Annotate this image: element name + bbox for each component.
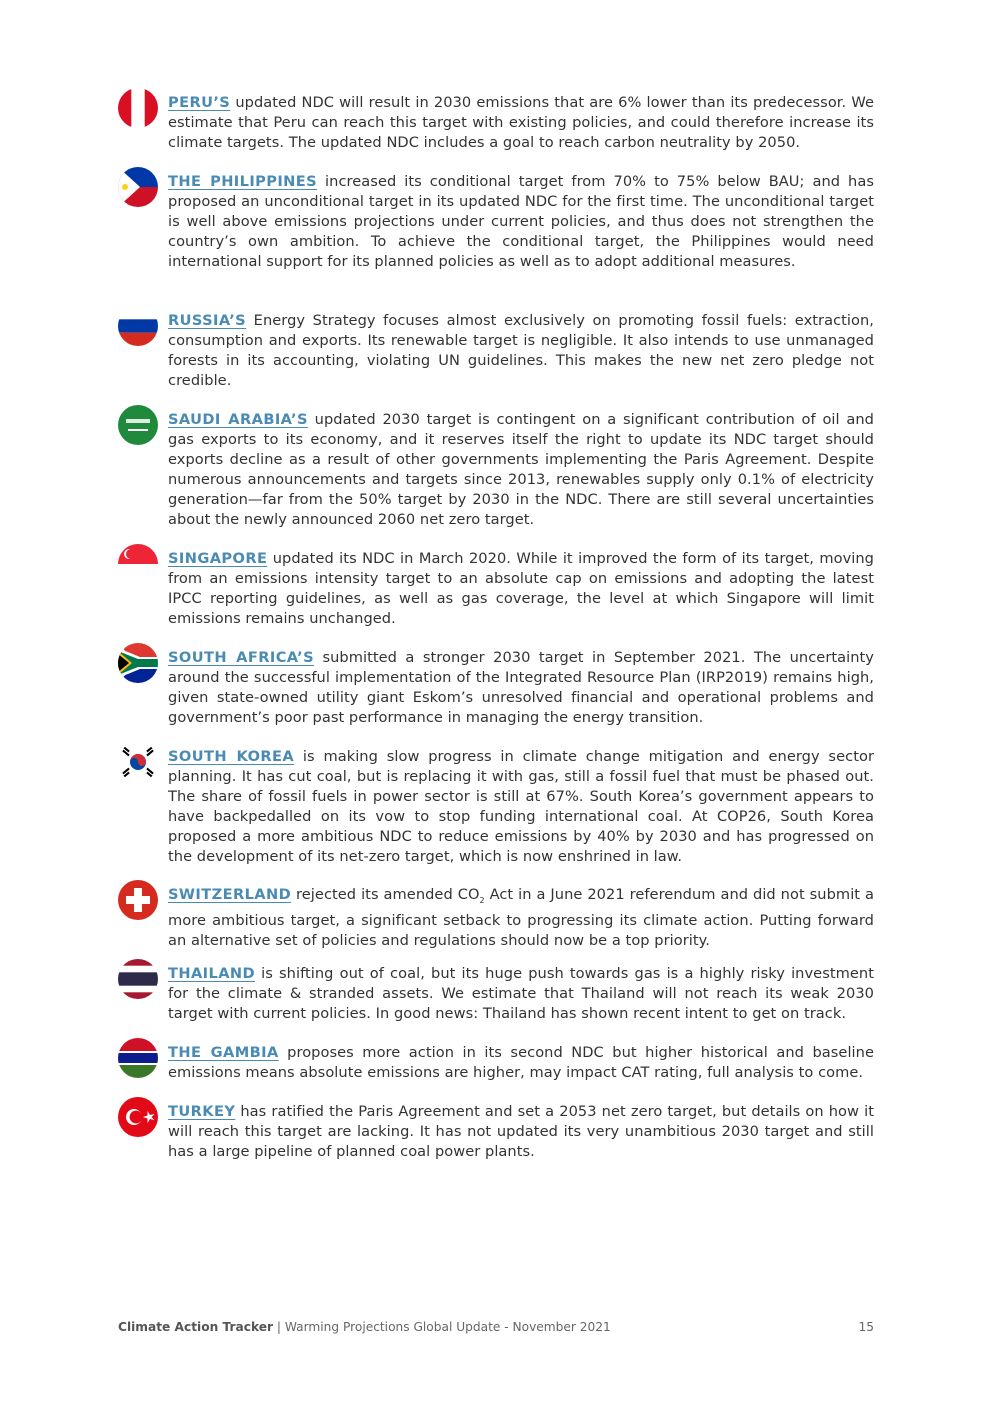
country-link-switzerland[interactable]: SWITZERLAND xyxy=(168,886,292,903)
entry-text: SOUTH KOREA is making slow progress in climate change mitigation and energy sector planning. It has cut coal, but is replacing it with gas, still a fossil fuel that must be phased out. The share of fossil fuels in power sector is still at 67%. South Korea’s government appears to have backpedalled on its vow to stop funding international coal. At COP26, South Korea proposed a more ambitious NDC to reduce emissions by 40% by 2030 and has progressed on the development of its net-zero target, which is now enshrined in law. xyxy=(168,748,874,865)
saudi-arabia-flag-icon xyxy=(118,405,158,445)
country-link-turkey[interactable]: TURKEY xyxy=(168,1103,236,1120)
entry-turkey xyxy=(118,1102,874,1162)
entry-thailand xyxy=(118,964,874,1024)
entry-south-korea xyxy=(118,747,874,867)
country-link-peru[interactable]: PERU’S xyxy=(168,94,231,111)
entry-text: THAILAND is shifting out of coal, but its huge push towards gas is a highly risky investment for the climate & stranded assets. We estimate that Thailand will not reach its weak 2030 target with current policies. In good news: Thailand has shown recent intent to get on track. xyxy=(168,965,874,1022)
gambia-flag-icon xyxy=(118,1038,158,1078)
footer-separator: | xyxy=(273,1320,285,1334)
entry-text: THE GAMBIA proposes more action in its second NDC but higher historical and baseline emissions means absolute emissions are higher, may impact CAT rating, full analysis to come. xyxy=(168,1044,874,1081)
entry-the-gambia xyxy=(118,1043,874,1083)
entry-russia xyxy=(118,311,874,391)
singapore-flag-icon xyxy=(118,544,158,584)
country-link-singapore[interactable]: SINGAPORE xyxy=(168,550,268,567)
south-africa-flag-icon xyxy=(118,643,158,683)
turkey-flag-icon xyxy=(118,1097,158,1137)
page-number: 15 xyxy=(858,1320,874,1334)
entry-text: SAUDI ARABIA’S updated 2030 target is contingent on a significant contribution of oil and gas exports to its economy, and it reserves itself the right to update its NDC target should exports decline as a result of other governments implementing the Paris Agreement. Despite numerous announcements and targets since 2013, renewables supply only 0.1% of electricity generation—far from the 50% target by 2030 in the NDC. There are still several uncertainties about the newly announced 2060 net zero target. xyxy=(168,411,874,528)
footer-subtitle: Warming Projections Global Update - November 2021 xyxy=(284,1320,611,1334)
entry-text: THE PHILIPPINES increased its conditional target from 70% to 75% below BAU; and has proposed an unconditional target in its updated NDC for the first time. The unconditional target is well above emissions projections under current policies, and thus does not strengthen the country’s own ambition. To achieve the conditional target, the Philippines would need international support for its planned policies as well as to adopt additional measures. xyxy=(168,173,874,270)
country-link-thailand[interactable]: THAILAND xyxy=(168,965,256,982)
russia-flag-icon xyxy=(118,306,158,346)
entry-saudi-arabia xyxy=(118,410,874,530)
south-korea-flag-icon xyxy=(118,742,158,782)
entry-text: SWITZERLAND rejected its amended $CO_2$ Act in a June 2021 referendum and did not submit a more ambitious target, a significant setback to progressing its climate action. Putting forward an alternative set of policies and regulations should now be a top priority. xyxy=(168,886,874,949)
philippines-flag-icon xyxy=(118,167,158,207)
thailand-flag-icon xyxy=(118,959,158,999)
entry-singapore xyxy=(118,549,874,629)
entry-text: SINGAPORE updated its NDC in March 2020. While it improved the form of its target, moving from an emissions intensity target to an absolute cap on emissions and adopting the latest IPCC reporting guidelines, as well as gas coverage, the level at which Singapore will limit emissions remains unchanged. xyxy=(168,550,874,627)
entry-text: SOUTH AFRICA’S submitted a stronger 2030 target in September 2021. The uncertainty around the successful implementation of the Integrated Resource Plan (IRP2019) remains high, given state-owned utility giant Eskom’s unresolved financial and operational problems and government’s poor past performance in managing the energy transition. xyxy=(168,649,874,726)
footer-brand: Climate Action Tracker xyxy=(118,1320,273,1334)
entry-text: TURKEY has ratified the Paris Agreement and set a 2053 net zero target, but details on how it will reach this target are lacking. It has not updated its very unambitious 2030 target and still has a large pipeline of planned coal power plants. xyxy=(168,1103,874,1160)
entry-philippines xyxy=(118,172,874,272)
country-link-the-gambia[interactable]: THE GAMBIA xyxy=(168,1044,279,1061)
entry-switzerland xyxy=(118,885,874,951)
entry-south-africa xyxy=(118,648,874,728)
country-link-south-korea[interactable]: SOUTH KOREA xyxy=(168,748,295,765)
switzerland-flag-icon xyxy=(118,880,158,920)
entry-text: PERU’S updated NDC will result in 2030 emissions that are 6% lower than its predecessor. We estimate that Peru can reach this target with existing policies, and could therefore increase its climate targets. The updated NDC includes a goal to reach carbon neutrality by 2050. xyxy=(168,94,874,151)
country-link-south-africa[interactable]: SOUTH AFRICA’S xyxy=(168,649,315,666)
entry-peru xyxy=(118,93,874,153)
entry-text: RUSSIA’S Energy Strategy focuses almost exclusively on promoting fossil fuels: extraction, consumption and exports. Its renewable target is negligible. It also intends to use unmanaged forests in its accounting, violating UN guidelines. This makes the new net zero pledge not credible. xyxy=(168,312,874,389)
country-link-philippines[interactable]: THE PHILIPPINES xyxy=(168,173,318,190)
country-link-saudi-arabia[interactable]: SAUDI ARABIA’S xyxy=(168,411,308,428)
page-footer xyxy=(118,1320,874,1334)
peru-flag-icon xyxy=(118,88,158,128)
country-link-russia[interactable]: RUSSIA’S xyxy=(168,312,247,329)
